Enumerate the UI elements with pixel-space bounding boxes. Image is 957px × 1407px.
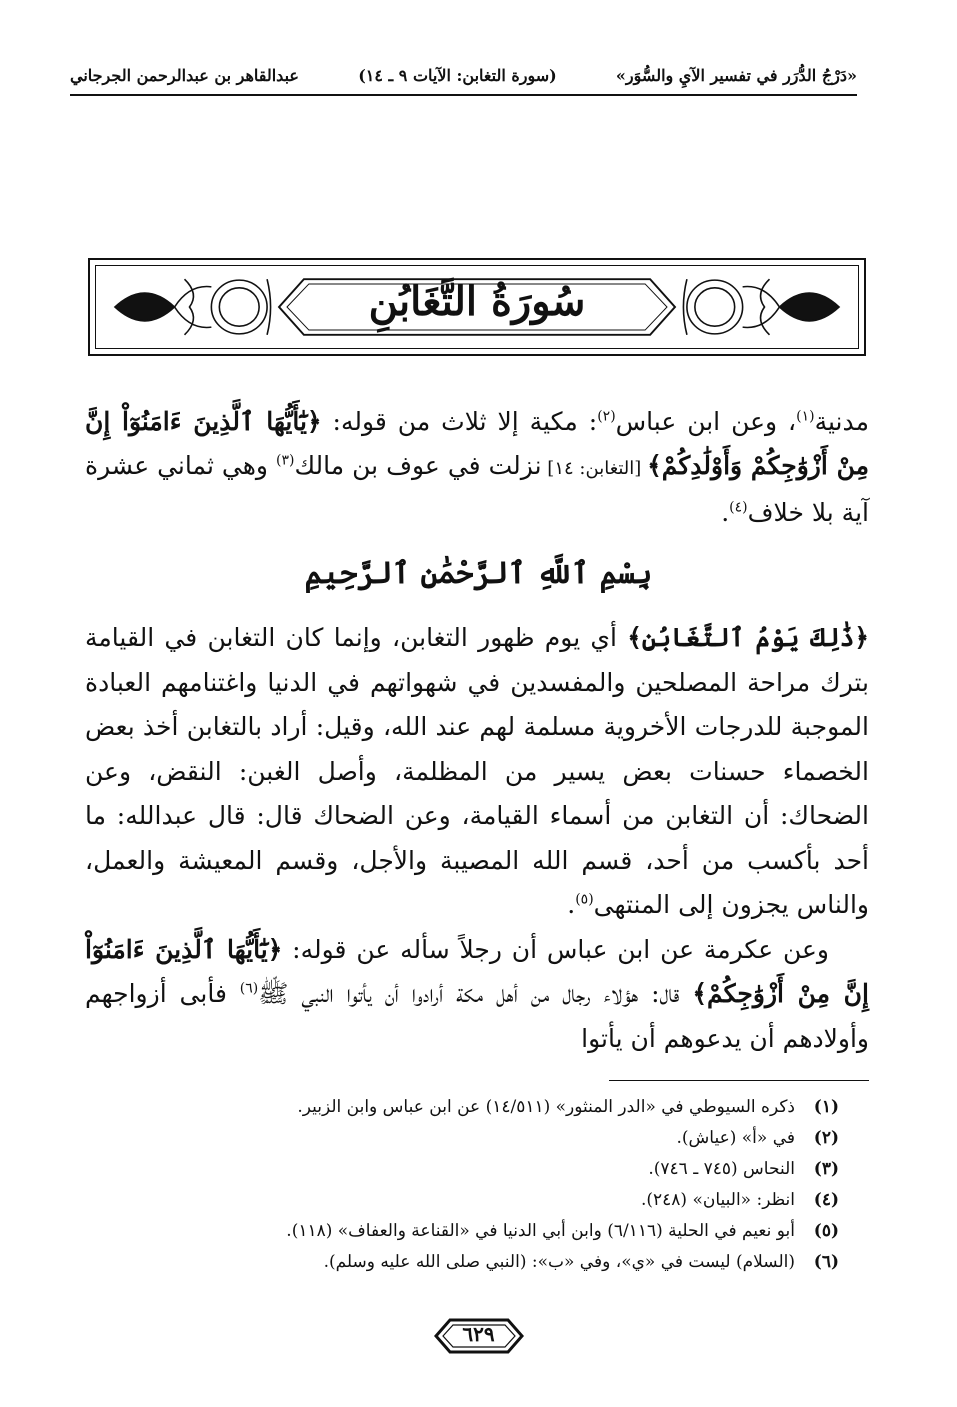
intro-text: ، وعن ابن عباس [615,407,797,436]
surah-title-banner [88,258,866,356]
footnote-text: ذكره السيوطي في «الدر المنثور» (١٤/٥١١) عن ابن عباس وابن الزبير. [297,1097,795,1117]
footnote-item [90,1123,839,1154]
intro-text: . [721,498,730,527]
footnote-item [90,1216,839,1247]
footnote-number: (٦) [813,1252,839,1272]
quran-verse: ﴿ذَٰلِكَ يَوْمُ ٱلتَّغَابُنِ﴾ [627,623,870,652]
page-number-ornament [432,1316,526,1356]
footnotes [90,1092,839,1278]
footnote-text: أبو نعيم في الحلية (٦/١١٦) وابن أبي الدنيا في «القناعة والعفاف» (١١٨). [286,1221,795,1241]
footnote-item [90,1185,839,1216]
salla-glyph: ﷺ [258,979,289,1008]
commentary-body [85,616,869,1061]
quran-verse: ﴿يَٰٓأَيُّهَا ٱلَّذِينَ ءَامَنُوٓاْ إِنَّ مِنْ أَزْوَٰجِكُمْ﴾ [85,934,869,1008]
page-number: ٦٢٩ [462,1322,495,1346]
header-section: (سورة التغابن: الآيات ٩ ـ ١٤) [358,65,557,85]
footnote-text: النحاس (٧٤٥ ـ ٧٤٦). [648,1159,795,1179]
footnote-number: (١) [813,1097,839,1117]
basmala: بِسْمِ ٱللَّهِ ٱلرَّحْمَٰنِ ٱلرَّحِيمِ [304,556,653,591]
commentary-text: قال: هؤلاء رجال من أهل مكة أرادوا أن يأتوا النبي [288,979,693,1008]
commentary-paragraph-2 [85,928,869,1062]
header-author: عبدالقاهر بن عبدالرحمن الجرجاني [70,65,299,85]
footnote-mark-1[interactable]: (١) [796,408,815,425]
footnote-number: (٥) [813,1221,839,1241]
footnote-number: (٢) [813,1128,839,1148]
commentary-text: أي يوم ظهور التغابن، وإنما كان التغابن في القيامة بترك مراحة المصلحين والمفسدين في شهواتهم في الدنيا واغتنامهم العبادة الموجبة للدرجات الأخروية مسلمة لهم عند الله، وقيل: أراد بالتغابن أخذ بعض الخصماء حسنات بعض يسير من المظلمة، وأصل الغبن: النقض، وعن الضحاك: أن التغابن من أسماء القيامة، وعن الضحاك قال: قال عبدالله: ما أحد بأكسب من أحد، قسم الله المصيبة والأجل، وقسم المعيشة والعمل، والناس يجزون إلى المنتهى [85,623,869,919]
footnote-divider [609,1080,869,1081]
header-book-title: «دَرْجُ الدُّرَر في تفسير الآيِ والسُّوَر» [615,65,857,85]
verse-reference: [التغابن: ١٤] [541,458,648,479]
footnote-text: في «أ» (عياش). [676,1128,795,1148]
intro-paragraph [85,400,869,535]
footnote-mark-4[interactable]: (٤) [729,499,748,516]
commentary-text: وعن عكرمة عن ابن عباس أن رجلاً سأله عن قوله: [282,934,829,964]
commentary-paragraph-1 [85,616,869,928]
intro-text: نزلت في عوف بن مالك [294,451,542,480]
footnote-number: (٣) [813,1159,839,1179]
footnote-mark-5[interactable]: (٥) [575,891,594,908]
intro-text: مدنية [814,407,869,436]
footnote-number: (٤) [813,1190,839,1210]
commentary-text: . [567,890,576,919]
footnote-mark-6[interactable]: (٦) [239,980,259,997]
footnote-item [90,1247,839,1278]
surah-title: سُورَةُ التَّغَابُنِ [368,278,586,325]
footnote-mark-3[interactable]: (٣) [275,452,295,469]
quran-verse: ﴿يَٰٓأَيُّهَا ٱلَّذِينَ ءَامَنُوٓاْ إِنَّ مِنْ أَزْوَٰجِكُمْ وَأَوْلَٰدِكُمْ﴾ [85,407,869,480]
footnote-mark-2[interactable]: (٢) [597,408,616,425]
footnote-item [90,1154,839,1185]
running-header [70,62,857,96]
footnote-item [90,1092,839,1123]
footnote-text: (السلام) ليست في «ي»، وفي «ب»: (النبي صلى الله عليه وسلم). [323,1252,795,1272]
intro-text: وهي ثماني عشرة آية بلا خلاف [85,451,869,527]
commentary-text: فأبى أزواجهم وأولادهم أن يدعوهم أن يأتوا [85,979,869,1053]
footnote-text: انظر: «البيان» (٢٤٨). [640,1190,795,1210]
intro-text: : مكية إلا ثلاث من قوله: [321,407,598,436]
